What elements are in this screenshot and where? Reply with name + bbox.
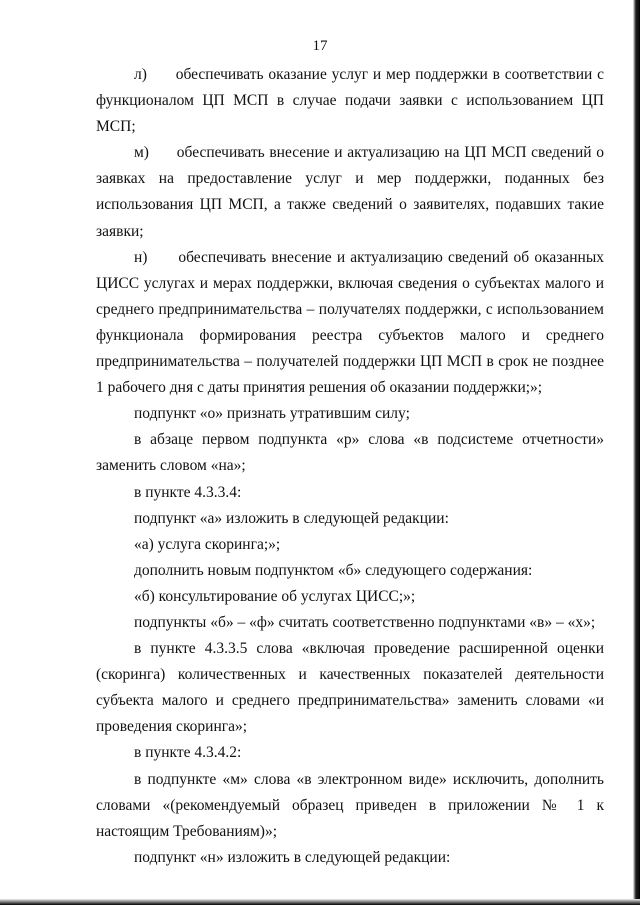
paragraph-a-scoring: «а) услуга скоринга;»; [134, 535, 281, 553]
paragraph-add-b: дополнить новым подпунктом «б» следующего содержания: [134, 561, 533, 579]
document-body [96, 62, 604, 871]
paragraph-m: м) обеспечивать внесение и актуализацию на ЦП МСП сведений о заявках на предоставление услуг и мер поддержки, поданных без использования ЦП МСП, а также сведений о заявителях, подавших такие заявки; [96, 144, 604, 240]
paragraph-r-amendment: в абзаце первом подпункта «р» слова «в подсистеме отчетности» заменить словом «на»; [96, 431, 604, 475]
paragraph-4-3-3-4: в пункте 4.3.3.4: [134, 483, 242, 501]
paragraph-4-3-4-2: в пункте 4.3.4.2: [134, 744, 242, 762]
paragraph-subpoint-n: подпункт «н» изложить в следующей редакции: [134, 848, 451, 866]
paragraph-b-consulting: «б) консультирование об услугах ЦИСС;»; [134, 587, 416, 605]
scan-edge-bottom [0, 899, 640, 905]
paragraph-n: н) обеспечивать внесение и актуализацию сведений об оказанных ЦИСС услугах и мерах поддержки, включая сведения о субъектах малого и среднего предпринимательства – получателях поддержки, с использованием функционала формирования реестра субъектов малого и среднего предпринимательства – получателей поддержки ЦП МСП в срок не позднее 1 рабочего дня с даты принятия решения об оказании поддержки;»; [96, 248, 604, 397]
scan-edge-right [633, 0, 640, 905]
paragraph-l: л) обеспечивать оказание услуг и мер поддержки в соответствии с функционалом ЦП МСП в случае подачи заявки с использованием ЦП МСП; [96, 66, 604, 136]
paragraph-o: подпункт «о» признать утратившим силу; [134, 405, 410, 423]
paragraph-4-3-3-5: в пункте 4.3.3.5 слова «включая проведение расширенной оценки (скоринга) количественных и качественных показателей деятельности субъекта малого и среднего предпринимательства» заменить словами «и проведения скоринга»; [96, 640, 604, 736]
paragraph-subpoint-a: подпункт «а» изложить в следующей редакции: [134, 509, 449, 527]
paragraph-subpoint-m: в подпункте «м» слова «в электронном виде» исключить, дополнить словами «(рекомендуемый образец приведен в приложении № 1 к настоящим Требованиям)»; [96, 770, 604, 840]
page-number: 17 [312, 38, 328, 54]
paragraph-renumber: подпункты «б» – «ф» считать соответственно подпунктами «в» – «х»; [134, 613, 596, 631]
